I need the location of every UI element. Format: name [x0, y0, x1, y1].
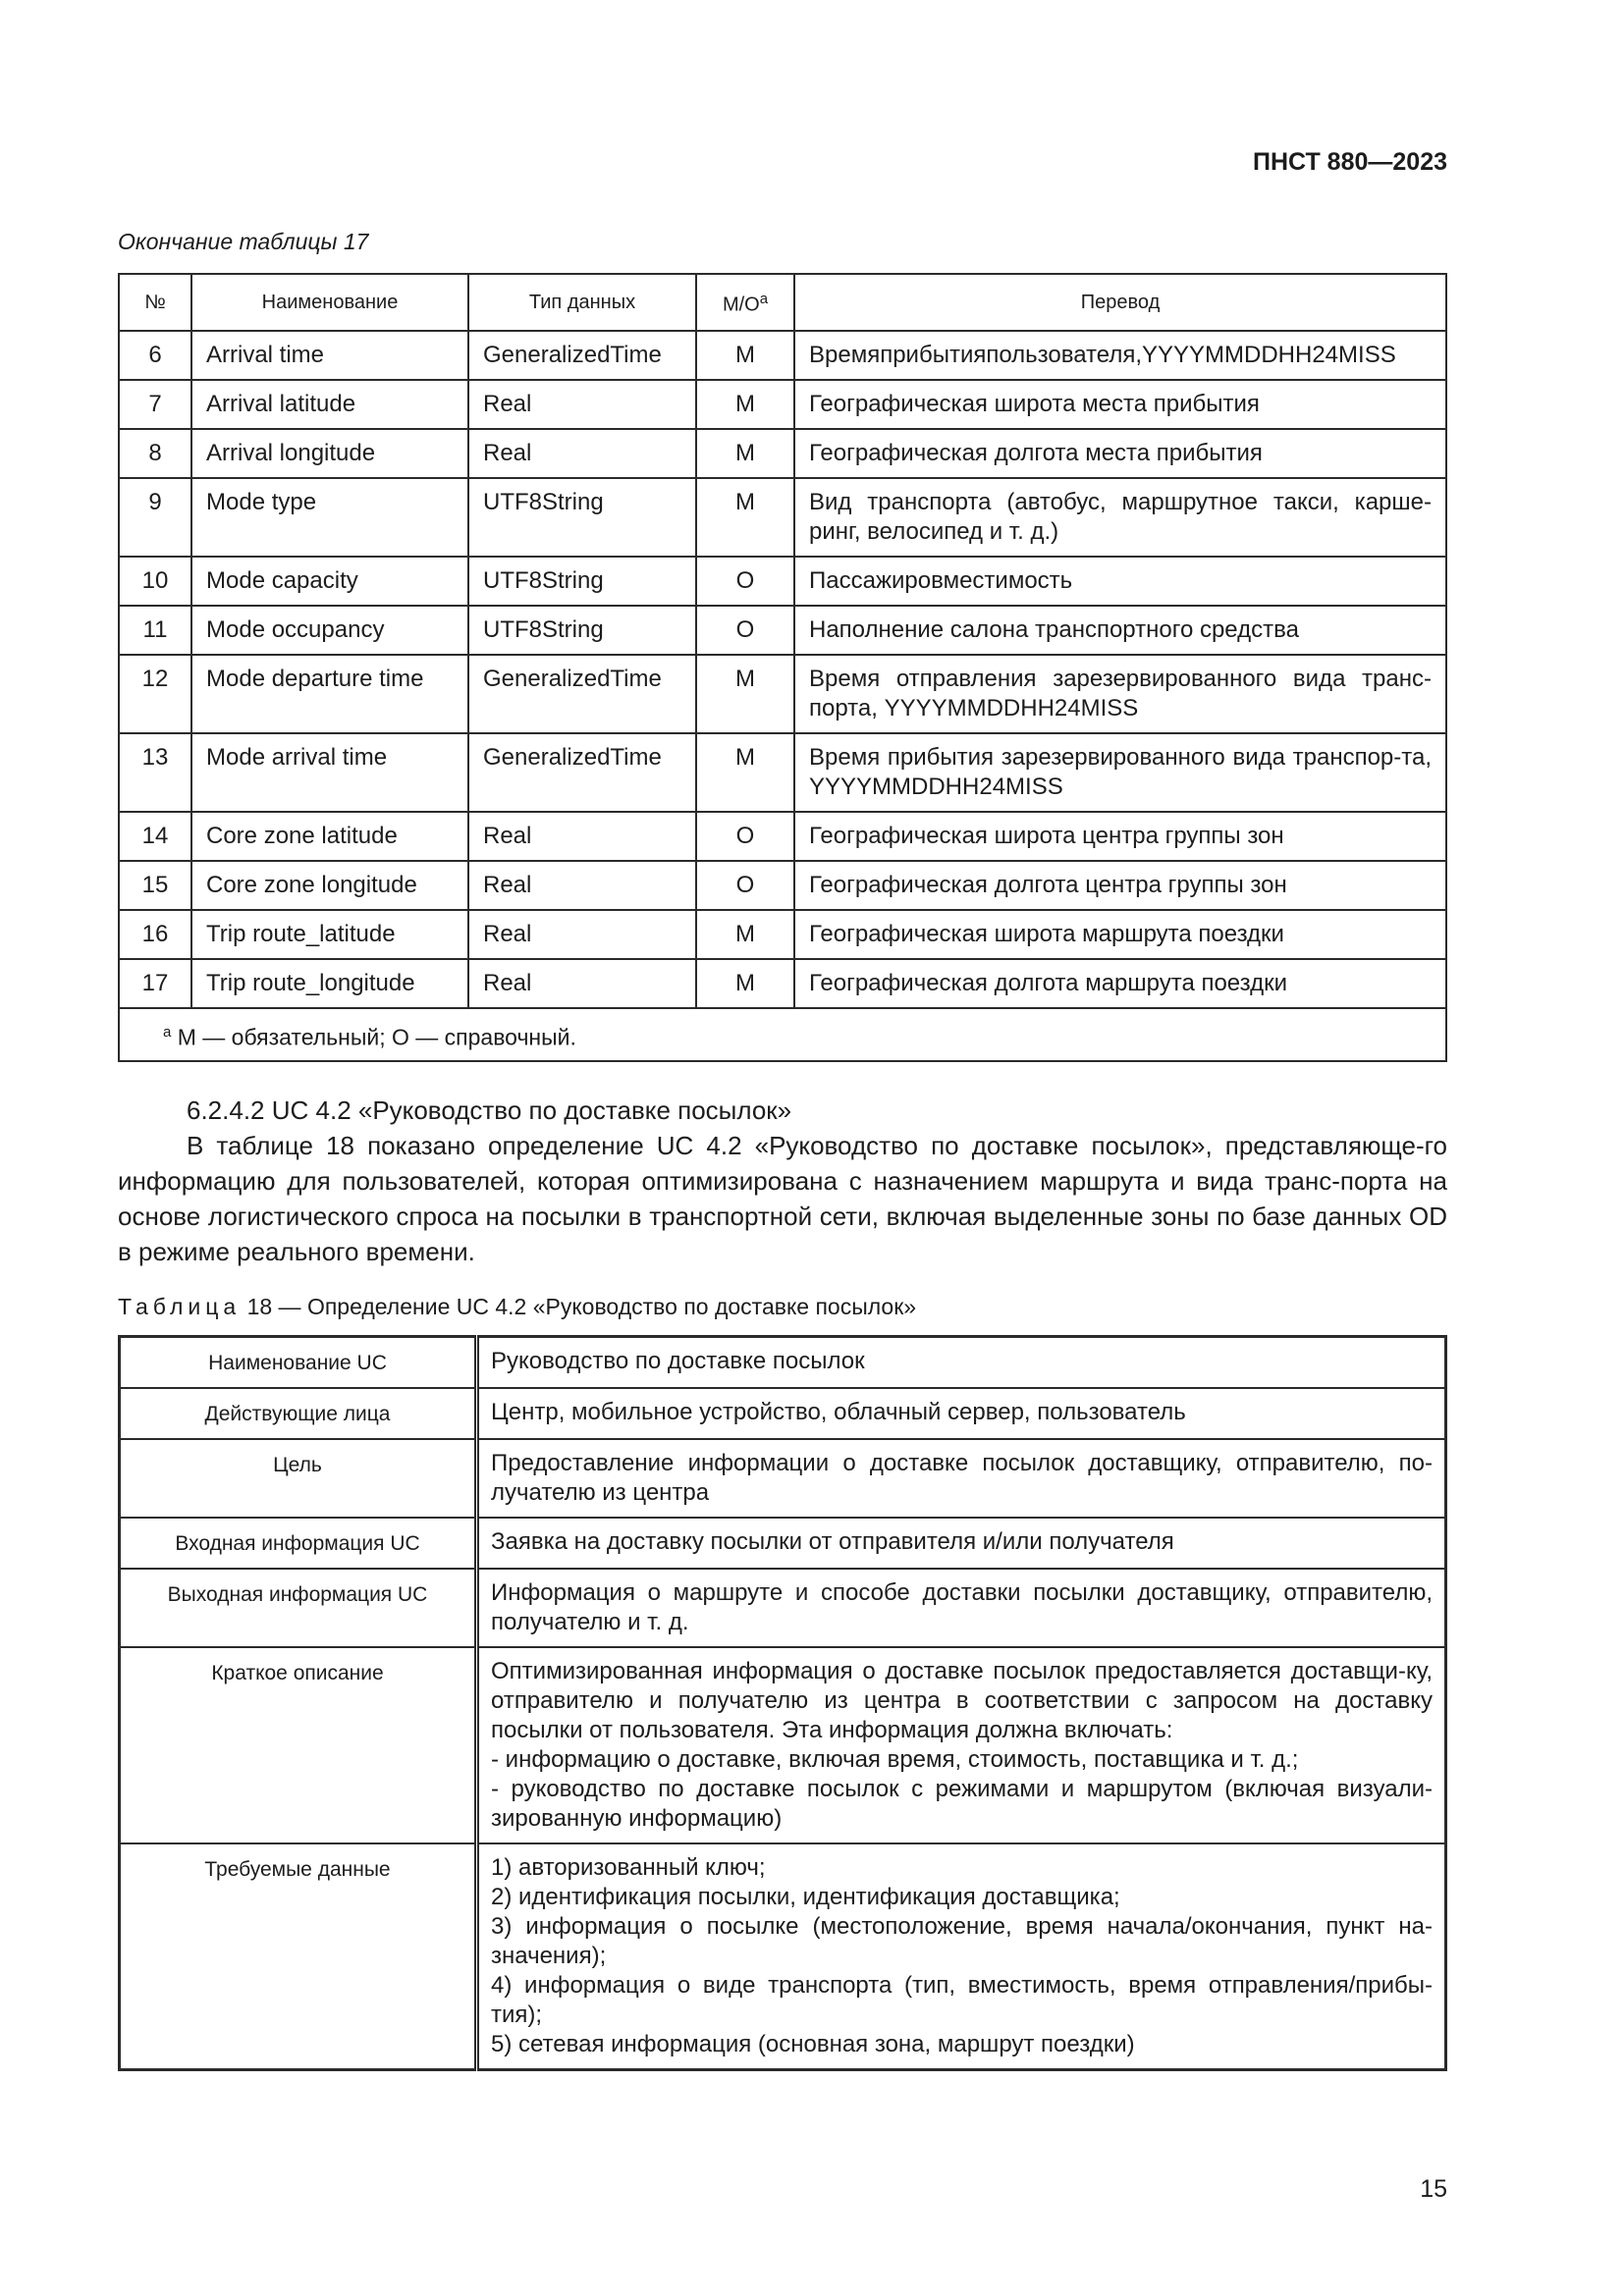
header-name: Наименование: [191, 274, 468, 331]
table-row: [119, 959, 1446, 1008]
value-line: 1) авторизованный ключ;: [491, 1854, 766, 1881]
cell-translation: Время отправления зарезервированного вида транс-порта, YYYYMMDDHH24MISS: [794, 655, 1446, 733]
page-number: 15: [1420, 2175, 1447, 2203]
cell-name: Mode type: [191, 478, 468, 557]
value-line: Заявка на доставку посылки от отправителя и/или получателя: [491, 1528, 1174, 1555]
table-17-header-row: [119, 274, 1446, 331]
cell-translation: Географическая долгота маршрута поездки: [794, 959, 1446, 1008]
cell-name: Core zone latitude: [191, 812, 468, 861]
cell-mo: O: [696, 606, 794, 655]
cell-type: UTF8String: [468, 557, 696, 606]
cell-type: GeneralizedTime: [468, 331, 696, 380]
table-row: [119, 655, 1446, 733]
cell-num: 15: [119, 861, 191, 910]
row-value: [477, 1388, 1446, 1439]
cell-num: 14: [119, 812, 191, 861]
cell-mo: M: [696, 910, 794, 959]
value-line: Оптимизированная информация о доставке посылок предоставляется доставщи-ку, отправителю и получателю из центра в соответствии с запросом на доставку посылки от пользователя. Эта информация должна включать:: [491, 1658, 1433, 1743]
row-value: [477, 1439, 1446, 1518]
table-row: [119, 557, 1446, 606]
table-row: [119, 429, 1446, 478]
cell-type: GeneralizedTime: [468, 733, 696, 812]
document-id: ПНСТ 880—2023: [1253, 148, 1447, 176]
footnote-mark: a: [163, 1023, 172, 1041]
table-row: [119, 910, 1446, 959]
value-line: 3) информация о посылке (местоположение, время начала/окончания, пункт на-значения);: [491, 1913, 1433, 1969]
cell-type: Real: [468, 861, 696, 910]
header-num: №: [119, 274, 191, 331]
table-row: [120, 1843, 1446, 2070]
cell-name: Mode departure time: [191, 655, 468, 733]
cell-name: Mode occupancy: [191, 606, 468, 655]
cell-translation: Вид транспорта (автобус, маршрутное такси, карше-ринг, велосипед и т. д.): [794, 478, 1446, 557]
cell-name: Core zone longitude: [191, 861, 468, 910]
cell-translation: Географическая широта центра группы зон: [794, 812, 1446, 861]
row-value: [477, 1337, 1446, 1389]
table-17-caption: Окончание таблицы 17: [118, 229, 369, 254]
row-label: Наименование UC: [120, 1337, 477, 1389]
cell-mo: M: [696, 331, 794, 380]
cell-mo: O: [696, 861, 794, 910]
table-row: [119, 331, 1446, 380]
cell-num: 11: [119, 606, 191, 655]
table-17: [118, 273, 1447, 1062]
value-line: Руководство по доставке посылок: [491, 1348, 865, 1374]
value-line: 2) идентификация посылки, идентификация доставщика;: [491, 1884, 1120, 1910]
cell-mo: M: [696, 733, 794, 812]
row-value: [477, 1843, 1446, 2070]
cell-name: Mode capacity: [191, 557, 468, 606]
cell-num: 6: [119, 331, 191, 380]
cell-num: 7: [119, 380, 191, 429]
table-row: [119, 733, 1446, 812]
cell-mo: M: [696, 478, 794, 557]
value-line: - информацию о доставке, включая время, стоимость, поставщика и т. д.;: [491, 1746, 1299, 1773]
cell-mo: M: [696, 380, 794, 429]
cell-mo: O: [696, 812, 794, 861]
header-translation: Перевод: [794, 274, 1446, 331]
table-18: [118, 1335, 1447, 2071]
cell-name: Arrival time: [191, 331, 468, 380]
cell-num: 12: [119, 655, 191, 733]
value-line: Предоставление информации о доставке посылок доставщику, отправителю, по-лучателю из центра: [491, 1450, 1433, 1506]
table-17-footnote: $^a$ M — обязательный; O — справочный.: [119, 1008, 1446, 1062]
cell-name: Trip route_longitude: [191, 959, 468, 1008]
table-17-footnote-row: [119, 1008, 1446, 1062]
table-18-caption-text: 18 — Определение UC 4.2 «Руководство по доставке посылок»: [246, 1294, 917, 1319]
header-mo: $M/O^a$: [696, 274, 794, 331]
table-row: [120, 1388, 1446, 1439]
table-row: [120, 1518, 1446, 1569]
table-row: [119, 380, 1446, 429]
header-mo-footnote-mark: a: [759, 291, 769, 307]
cell-translation: Географическая долгота центра группы зон: [794, 861, 1446, 910]
table-18-caption-word: Таблица: [118, 1294, 242, 1319]
cell-name: Arrival longitude: [191, 429, 468, 478]
section-heading: 6.2.4.2 UC 4.2 «Руководство по доставке посылок»: [187, 1095, 792, 1125]
table-row: [119, 606, 1446, 655]
cell-mo: M: [696, 429, 794, 478]
table-row: [120, 1647, 1446, 1843]
cell-mo: M: [696, 655, 794, 733]
cell-translation: Географическая широта маршрута поездки: [794, 910, 1446, 959]
table-18-caption: [118, 1294, 916, 1320]
row-value: [477, 1569, 1446, 1647]
cell-type: Real: [468, 380, 696, 429]
cell-translation: Географическая широта места прибытия: [794, 380, 1446, 429]
value-line: 5) сетевая информация (основная зона, маршрут поездки): [491, 2031, 1135, 2057]
cell-mo: O: [696, 557, 794, 606]
row-label: Выходная информация UC: [120, 1569, 477, 1647]
row-label: Входная информация UC: [120, 1518, 477, 1569]
table-row: [120, 1439, 1446, 1518]
header-type: Тип данных: [468, 274, 696, 331]
table-row: [119, 861, 1446, 910]
cell-type: UTF8String: [468, 478, 696, 557]
table-row: [120, 1337, 1446, 1389]
cell-type: Real: [468, 429, 696, 478]
table-row: [119, 812, 1446, 861]
cell-name: Mode arrival time: [191, 733, 468, 812]
cell-name: Trip route_latitude: [191, 910, 468, 959]
cell-num: 8: [119, 429, 191, 478]
row-label: Требуемые данные: [120, 1843, 477, 2070]
cell-num: 16: [119, 910, 191, 959]
cell-type: UTF8String: [468, 606, 696, 655]
cell-translation: Географическая долгота места прибытия: [794, 429, 1446, 478]
cell-type: Real: [468, 812, 696, 861]
cell-translation: Время прибытия зарезервированного вида транспор-та, YYYYMMDDHH24MISS: [794, 733, 1446, 812]
value-line: Центр, мобильное устройство, облачный сервер, пользователь: [491, 1399, 1186, 1425]
value-line: Информация о маршруте и способе доставки посылки доставщику, отправителю, получателю и т. д.: [491, 1579, 1433, 1635]
cell-num: 10: [119, 557, 191, 606]
row-value: [477, 1518, 1446, 1569]
cell-type: GeneralizedTime: [468, 655, 696, 733]
cell-num: 13: [119, 733, 191, 812]
row-label: Цель: [120, 1439, 477, 1518]
cell-type: Real: [468, 959, 696, 1008]
table-row: [119, 478, 1446, 557]
cell-mo: M: [696, 959, 794, 1008]
cell-translation: Времяприбытияпользователя,YYYYMMDDHH24MISS: [794, 331, 1446, 380]
cell-num: 9: [119, 478, 191, 557]
value-line: - руководство по доставке посылок с режимами и маршрутом (включая визуали-зированную информацию): [491, 1776, 1433, 1832]
cell-translation: Наполнение салона транспортного средства: [794, 606, 1446, 655]
row-label: Краткое описание: [120, 1647, 477, 1843]
row-label: Действующие лица: [120, 1388, 477, 1439]
cell-num: 17: [119, 959, 191, 1008]
row-value: [477, 1647, 1446, 1843]
table-row: [120, 1569, 1446, 1647]
section-paragraph: В таблице 18 показано определение UC 4.2 «Руководство по доставке посылок», представляюще-го информацию для пользователей, которая оптимизирована с назначением маршрута и вида транс-порта на основе логистического спроса на посылки в транспортной сети, включая выделенные зоны по базе данных OD в режиме реального времени.: [118, 1131, 1447, 1266]
cell-type: Real: [468, 910, 696, 959]
cell-translation: Пассажировместимость: [794, 557, 1446, 606]
cell-name: Arrival latitude: [191, 380, 468, 429]
value-line: 4) информация о виде транспорта (тип, вместимость, время отправления/прибы-тия);: [491, 1972, 1433, 2028]
